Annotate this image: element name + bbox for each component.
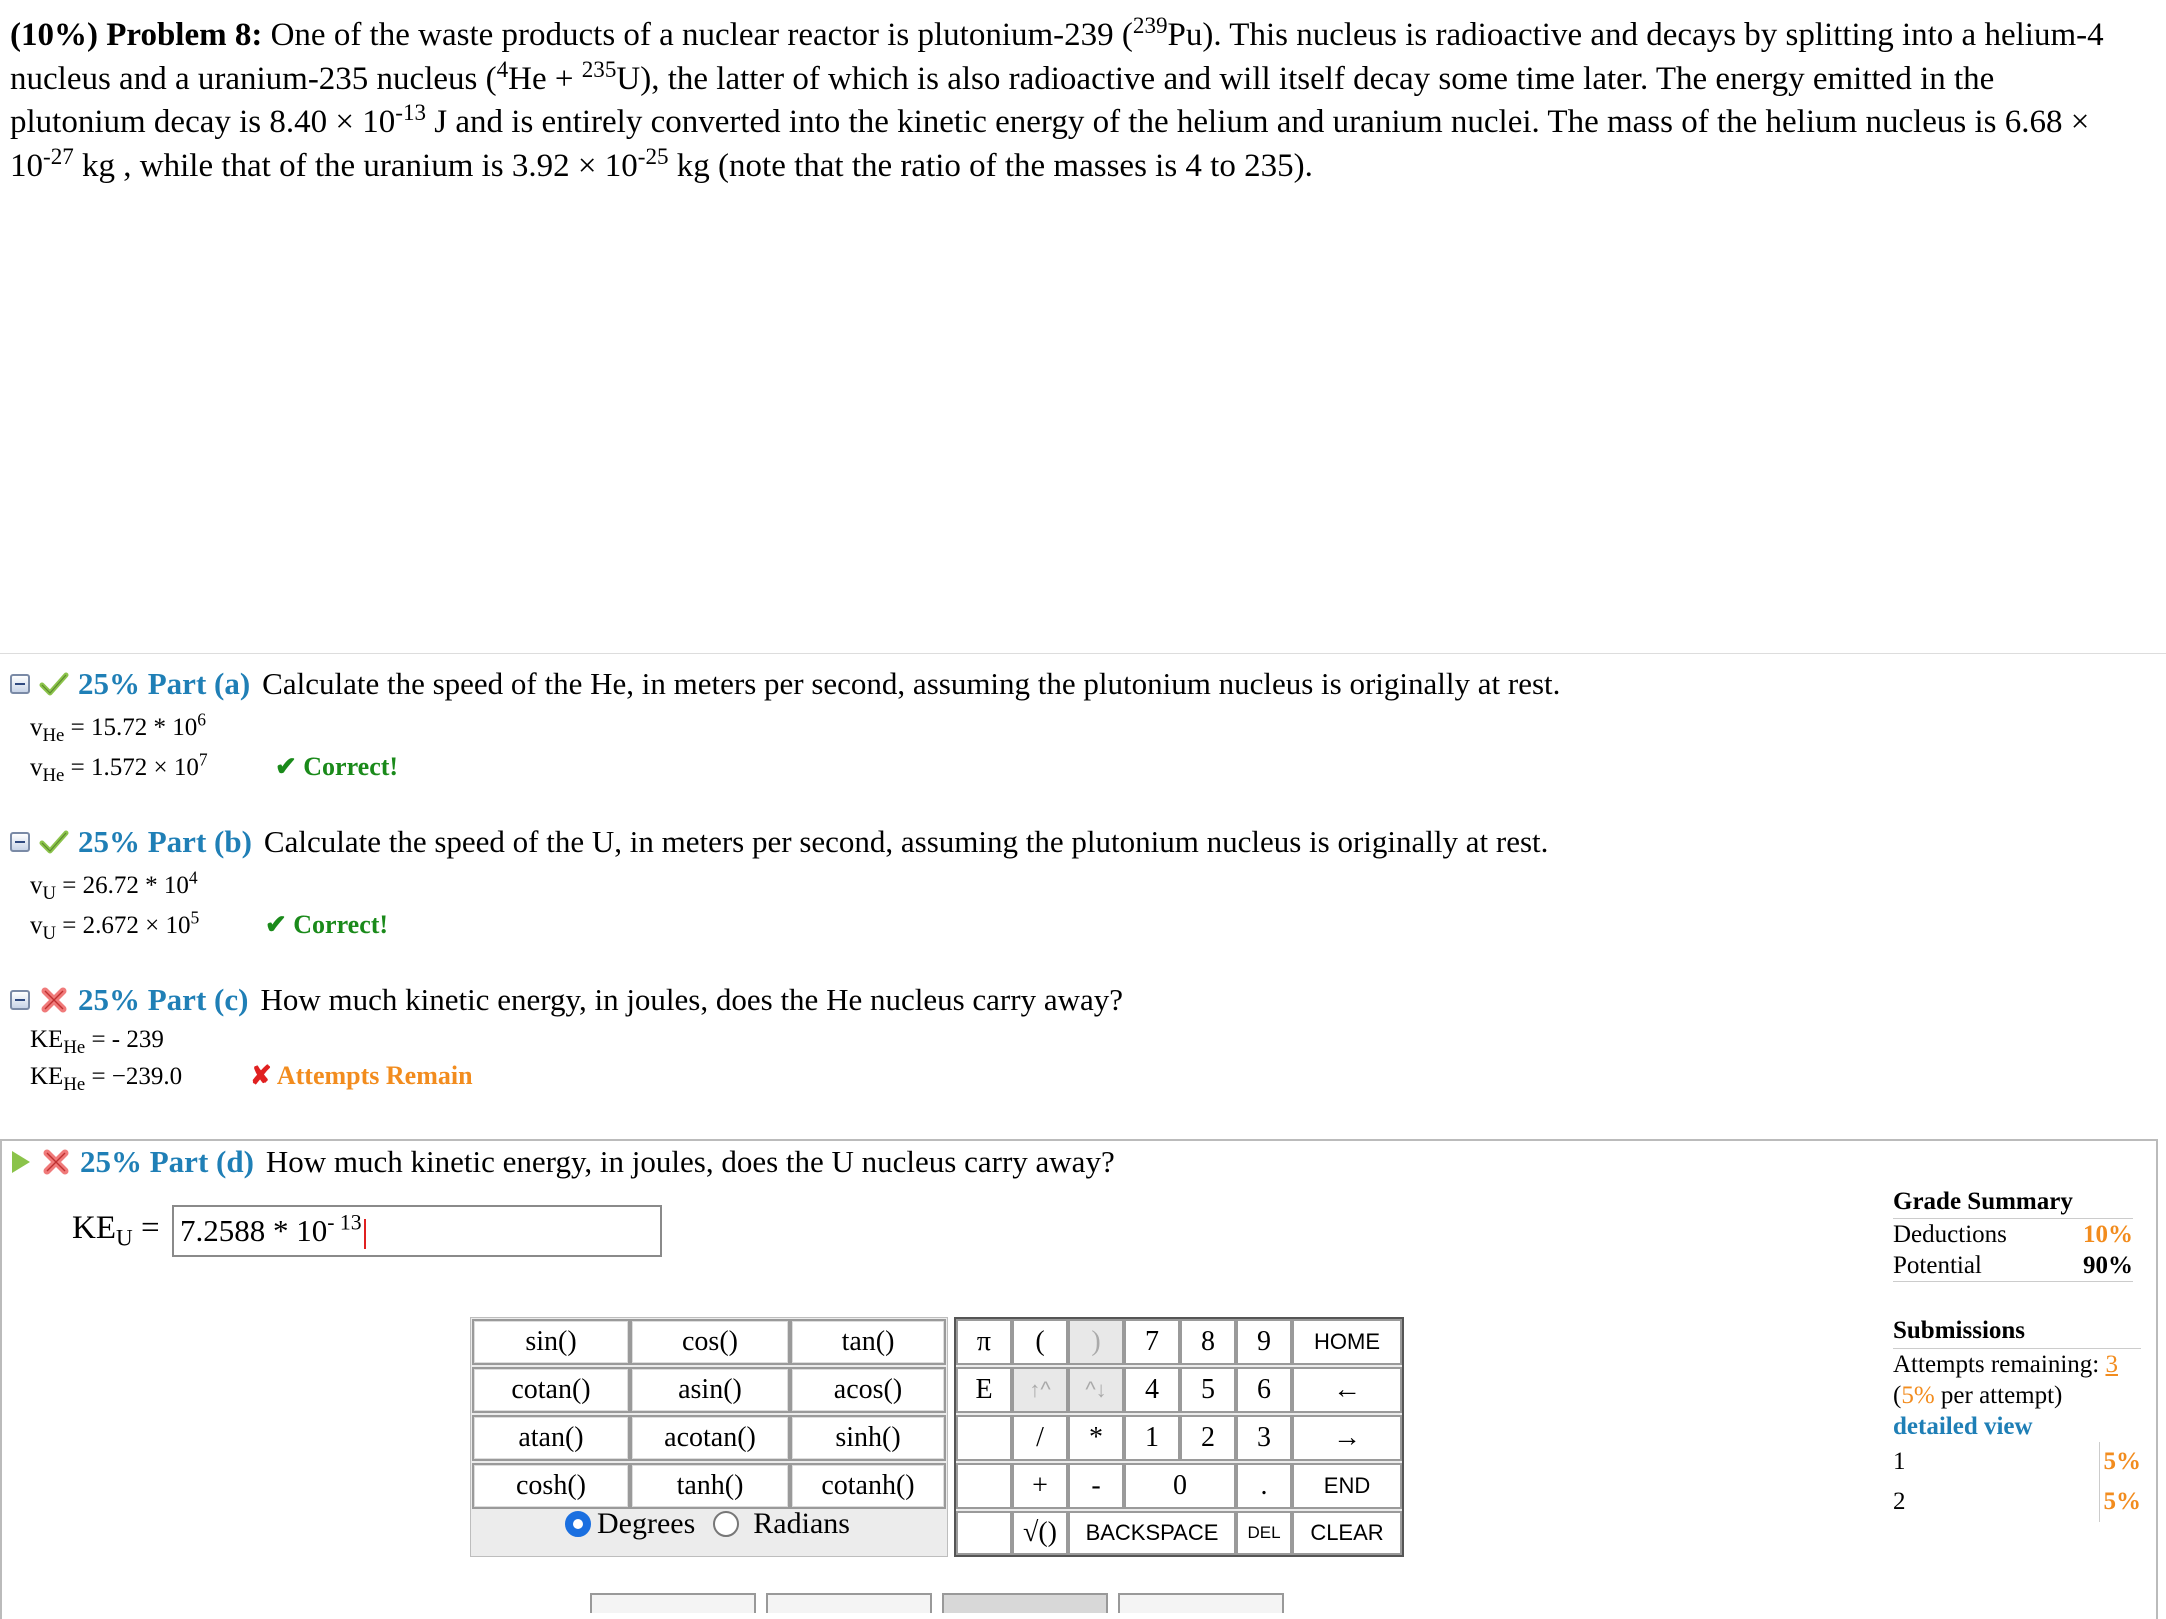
submission-row xyxy=(1893,1482,2141,1522)
submission-row xyxy=(1893,1442,2141,1482)
deductions-value: 10% xyxy=(2083,1221,2133,1248)
deductions-row xyxy=(1893,1219,2133,1250)
action-button[interactable] xyxy=(766,1593,932,1613)
problem-label: Problem 8: xyxy=(106,17,263,53)
var-name: v xyxy=(30,754,43,781)
part-b-label: 25% Part (b) xyxy=(78,824,252,859)
potential-label: Potential xyxy=(1893,1252,1982,1279)
checkmark-icon xyxy=(38,826,70,858)
var-subscript: He xyxy=(63,1037,86,1058)
pu-mass-number: 239 xyxy=(1132,12,1168,38)
potential-row xyxy=(1893,1250,2133,1282)
digit-0-button[interactable]: 0 xyxy=(1124,1463,1236,1509)
var-name: KE xyxy=(72,1210,116,1246)
digit-2-button[interactable]: 2 xyxy=(1180,1415,1236,1461)
exponent: 7 xyxy=(198,749,208,770)
part-c-feedback xyxy=(250,1061,473,1091)
evaluated-answer: = −239.0 xyxy=(85,1063,183,1090)
problem-statement xyxy=(10,14,2120,188)
feedback-text: Attempts Remain xyxy=(271,1061,473,1090)
blank-key xyxy=(956,1415,1012,1461)
action-button[interactable] xyxy=(942,1593,1108,1613)
equals-sign: = xyxy=(132,1210,160,1246)
action-button[interactable] xyxy=(1118,1593,1284,1613)
digit-3-button[interactable]: 3 xyxy=(1236,1415,1292,1461)
part-a-feedback: ✔ Correct! xyxy=(275,752,399,781)
problem-text: kg (note that the ratio of the masses is 4 to 235). xyxy=(668,147,1313,184)
digit-1-button[interactable]: 1 xyxy=(1124,1415,1180,1461)
potential-value: 90% xyxy=(2083,1252,2133,1279)
submission-deduction: 5% xyxy=(2099,1482,2142,1522)
digit-5-button[interactable]: 5 xyxy=(1180,1367,1236,1413)
cross-icon xyxy=(40,1146,72,1178)
part-d-question: How much kinetic energy, in joules, does the U nucleus carry away? xyxy=(265,1144,1115,1179)
cotan-button[interactable]: cotan() xyxy=(472,1367,630,1413)
multiply-button[interactable]: * xyxy=(1068,1415,1124,1461)
divide-button[interactable]: / xyxy=(1012,1415,1068,1461)
answer-input[interactable] xyxy=(172,1205,662,1257)
down-arrows-button[interactable]: ^↓ xyxy=(1068,1367,1124,1413)
clear-button[interactable]: CLEAR xyxy=(1292,1511,1402,1555)
var-name: KE xyxy=(30,1063,64,1090)
exponent: 4 xyxy=(188,867,198,888)
blank-key xyxy=(956,1511,1012,1555)
per-attempt-pct: 5% xyxy=(1901,1382,1935,1409)
up-arrows-button[interactable]: ↑^ xyxy=(1012,1367,1068,1413)
grade-summary xyxy=(1893,1188,2133,1282)
var-subscript: He xyxy=(42,725,65,746)
var-subscript: He xyxy=(42,765,65,786)
sinh-button[interactable]: sinh() xyxy=(790,1415,946,1461)
var-subscript: U xyxy=(42,923,57,944)
submission-deduction: 5% xyxy=(2099,1442,2142,1482)
entered-answer: = 15.72 * 10 xyxy=(64,714,198,741)
right-arrow-button[interactable]: → xyxy=(1292,1415,1402,1461)
detailed-view-link[interactable]: detailed view xyxy=(1893,1413,2033,1440)
part-b-evaluated xyxy=(30,907,200,944)
part-b-entered xyxy=(30,867,198,904)
action-button[interactable] xyxy=(590,1593,756,1613)
part-a-evaluated xyxy=(30,749,208,786)
acos-button[interactable]: acos() xyxy=(790,1367,946,1413)
answer-variable-label xyxy=(72,1210,160,1251)
entered-answer: = 26.72 * 10 xyxy=(56,872,189,899)
digit-6-button[interactable]: 6 xyxy=(1236,1367,1292,1413)
part-c-entered xyxy=(30,1026,164,1058)
part-c-label: 25% Part (c) xyxy=(78,982,249,1017)
input-value: 7.2588 * 10 xyxy=(180,1213,328,1248)
x-icon: ✘ xyxy=(250,1061,272,1090)
blank-key xyxy=(956,1463,1012,1509)
exponent: 5 xyxy=(190,907,200,928)
degrees-label: Degrees xyxy=(597,1507,696,1540)
var-name: v xyxy=(30,872,43,899)
problem-text: He + xyxy=(508,60,582,97)
text-cursor xyxy=(364,1219,366,1249)
home-button[interactable]: HOME xyxy=(1292,1319,1402,1365)
var-name: KE xyxy=(30,1026,64,1053)
e-button[interactable]: E xyxy=(956,1367,1012,1413)
submissions-title: Submissions xyxy=(1893,1315,2141,1349)
sin-button[interactable]: sin() xyxy=(472,1319,630,1365)
problem-text: One of the waste products of a nuclear reactor is plutonium-239 ( xyxy=(270,17,1133,53)
part-d-header xyxy=(10,1142,1115,1182)
part-b-question: Calculate the speed of the U, in meters per second, assuming the plutonium nucleus is originally at rest. xyxy=(263,824,1549,859)
del-button[interactable]: DEL xyxy=(1236,1511,1292,1555)
minus-button[interactable]: - xyxy=(1068,1463,1124,1509)
cross-icon xyxy=(38,984,70,1016)
cosh-button[interactable]: cosh() xyxy=(472,1463,630,1509)
part-c-header xyxy=(10,980,1123,1020)
digit-7-button[interactable]: 7 xyxy=(1124,1319,1180,1365)
angle-mode-selector xyxy=(565,1507,850,1541)
digit-4-button[interactable]: 4 xyxy=(1124,1367,1180,1413)
part-b-header xyxy=(10,822,1548,862)
open-paren-button[interactable]: ( xyxy=(1012,1319,1068,1365)
tanh-button[interactable]: tanh() xyxy=(630,1463,790,1509)
plus-button[interactable]: + xyxy=(1012,1463,1068,1509)
input-exponent: - 13 xyxy=(327,1210,362,1235)
part-d-label: 25% Part (d) xyxy=(80,1144,254,1179)
attempts-value: 3 xyxy=(2105,1351,2118,1378)
end-button[interactable]: END xyxy=(1292,1463,1402,1509)
exponent: -25 xyxy=(637,142,669,169)
backspace-button[interactable]: BACKSPACE xyxy=(1068,1511,1236,1555)
pi-button[interactable]: π xyxy=(956,1319,1012,1365)
paren: ( xyxy=(1893,1382,1902,1409)
digit-9-button[interactable]: 9 xyxy=(1236,1319,1292,1365)
problem-text: U), the latter of which is also radioactive and will itself decay some time later. The energy emitted in the plutonium decay is 8.40 × 10 xyxy=(10,60,1995,140)
exponent: -13 xyxy=(395,99,427,125)
part-a-label: 25% Part (a) xyxy=(78,666,251,701)
submission-number: 1 xyxy=(1893,1448,1906,1475)
exponent: -27 xyxy=(43,142,74,169)
var-subscript: He xyxy=(63,1074,86,1095)
collapse-icon[interactable] xyxy=(10,990,30,1010)
acotan-button[interactable]: acotan() xyxy=(630,1415,790,1461)
part-a-entered xyxy=(30,709,206,746)
var-name: v xyxy=(30,912,43,939)
per-attempt xyxy=(1893,1380,2141,1411)
submission-number: 2 xyxy=(1893,1488,1906,1515)
part-c-evaluated xyxy=(30,1063,183,1095)
deductions-label: Deductions xyxy=(1893,1221,2007,1248)
attempts-remaining xyxy=(1893,1349,2141,1380)
atan-button[interactable]: atan() xyxy=(472,1415,630,1461)
dot-button[interactable]: . xyxy=(1236,1463,1292,1509)
collapse-icon[interactable] xyxy=(10,832,30,852)
part-a-header xyxy=(10,664,1560,704)
entered-answer: = - 239 xyxy=(85,1026,164,1053)
cos-button[interactable]: cos() xyxy=(630,1319,790,1365)
var-subscript: U xyxy=(42,883,57,904)
attempts-label: Attempts remaining: xyxy=(1893,1351,2106,1378)
divider xyxy=(0,653,2166,654)
submissions xyxy=(1893,1315,2141,1522)
asin-button[interactable]: asin() xyxy=(630,1367,790,1413)
problem-text: J and is entirely converted into the kinetic energy of the helium and uranium nuclei. The mass of the helium nucleus is 6.68 × 10 xyxy=(10,104,2090,184)
per-attempt-text: per attempt) xyxy=(1934,1382,2063,1409)
he-mass-number: 4 xyxy=(496,55,509,82)
exponent: 6 xyxy=(197,709,206,730)
part-a-question: Calculate the speed of the He, in meters per second, assuming the plutonium nucleus is originally at rest. xyxy=(262,666,1561,701)
radians-radio[interactable] xyxy=(713,1511,739,1537)
u-mass-number: 235 xyxy=(581,55,617,82)
left-arrow-button[interactable]: ← xyxy=(1292,1367,1402,1413)
digit-8-button[interactable]: 8 xyxy=(1180,1319,1236,1365)
evaluated-answer: = 2.672 × 10 xyxy=(56,912,191,939)
var-subscript: U xyxy=(116,1224,133,1251)
collapse-icon[interactable] xyxy=(10,674,30,694)
close-paren-button[interactable]: ) xyxy=(1068,1319,1124,1365)
var-name: v xyxy=(30,714,43,741)
grade-summary-title: Grade Summary xyxy=(1893,1188,2133,1219)
part-b-feedback: ✔ Correct! xyxy=(265,910,389,939)
evaluated-answer: = 1.572 × 10 xyxy=(64,754,199,781)
problem-text: kg , while that of the uranium is 3.92 × 10 xyxy=(73,147,638,184)
sqrt-button[interactable]: √() xyxy=(1012,1511,1068,1555)
degrees-radio[interactable] xyxy=(565,1511,591,1537)
cotanh-button[interactable]: cotanh() xyxy=(790,1463,946,1509)
radians-label: Radians xyxy=(753,1507,850,1540)
play-arrow-icon[interactable] xyxy=(12,1151,30,1173)
part-c-question: How much kinetic energy, in joules, does the He nucleus carry away? xyxy=(260,982,1123,1017)
problem-text: Pu). This nucleus is radioactive and decays by splitting into a helium-4 nucleus and a uranium-235 nucleus ( xyxy=(10,17,2104,97)
tan-button[interactable]: tan() xyxy=(790,1319,946,1365)
problem-weight: (10%) xyxy=(10,17,98,53)
checkmark-icon xyxy=(38,668,70,700)
